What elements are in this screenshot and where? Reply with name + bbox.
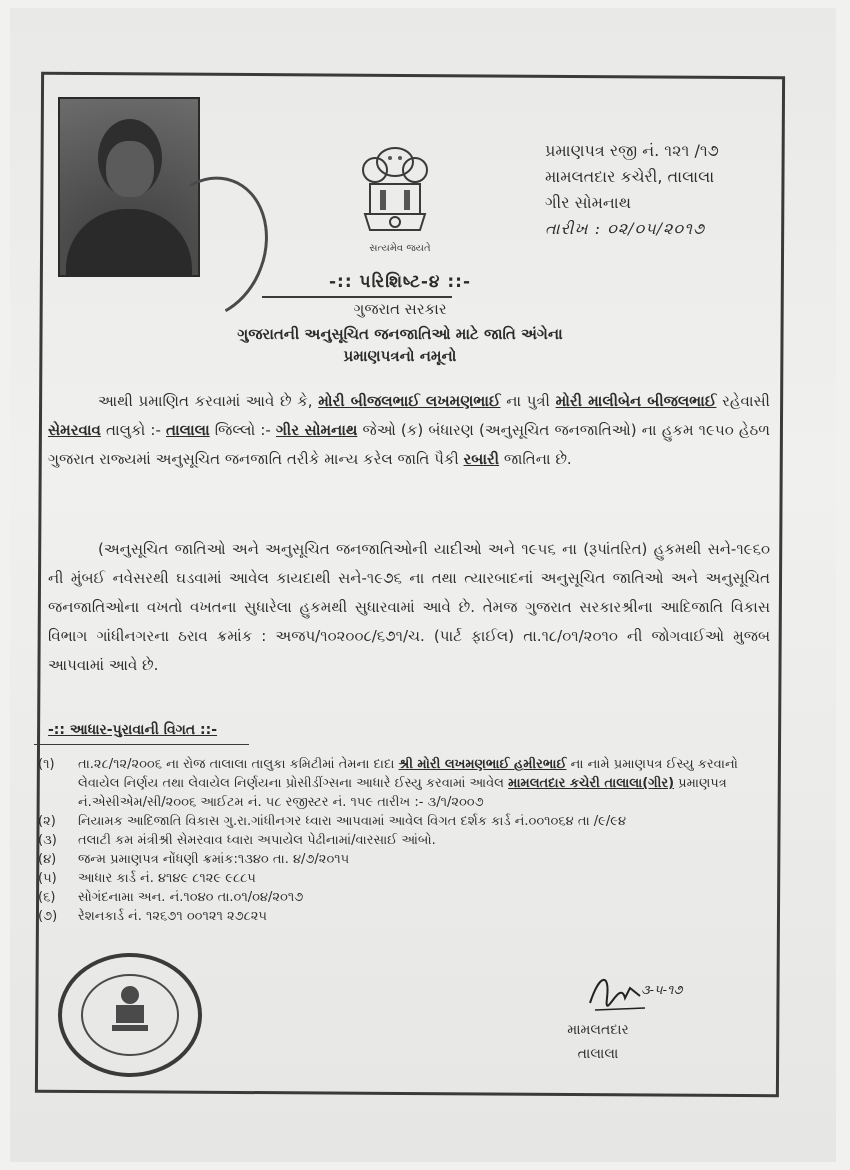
certificate-purpose bbox=[160, 323, 640, 367]
list-item bbox=[38, 850, 768, 869]
emblem-motto: સત્યમેવ જયતે bbox=[369, 243, 431, 254]
item-text: તલાટી કમ મંત્રીશ્રી સેમરવાવ ધ્વારા અપાયેલ પેઢીનામાં/વારસાઈ આંબો. bbox=[78, 833, 436, 848]
annex-heading: -:: પરિશિષ્ટ-૪ ::- bbox=[328, 272, 472, 292]
p1-text-c: રહેવાસી bbox=[722, 392, 770, 410]
p1-text-d: તાલુકો :- bbox=[106, 421, 161, 439]
evidence-underline bbox=[34, 744, 249, 745]
item-number: (૪) bbox=[38, 852, 57, 867]
national-emblem-icon bbox=[350, 140, 440, 240]
grandfather-name: શ્રી મોરી લખમણભાઈ હમીરભાઈ bbox=[398, 757, 567, 772]
father-name: મોરી બીજલભાઈ લખમણભાઈ bbox=[318, 392, 501, 410]
item-text: નિયામક આદિજાતિ વિકાસ ગુ.રા.ગાંધીનગર ધ્વારા આપવામાં આવેલ વિગત દર્શક કાર્ડ નં.૦૦૧૦૬૪ તા /૯/૯૪ bbox=[78, 814, 627, 829]
list-item bbox=[38, 869, 768, 888]
taluka-name: તાલાલા bbox=[166, 421, 210, 439]
item-text: જન્મ પ્રમાણપત્ર નોંધણી ક્રમાંક:૧૩૪૦ તા. ૪/૭/૨૦૧૫ bbox=[78, 852, 350, 867]
p1-text-g: જાતિના છે. bbox=[503, 450, 572, 468]
item-text: ના નામે પ્રમાણપત્ર ઈસ્યુ કરવાનો લેવાયેલ નિર્ણય તથા લેવાયેલ નિર્ણયના પ્રોસીડીંગ્સના આધારે ઈસ્યુ કરવામાં આવેલ bbox=[78, 757, 738, 791]
p1-text-a: આથી પ્રમાણિત કરવામાં આવે છે કે, bbox=[98, 392, 313, 410]
item-text: સોગંદનામા અન. નં.૧૦૪૦ તા.૦૧/૦૪/૨૦૧૭ bbox=[78, 890, 304, 905]
list-item bbox=[38, 755, 768, 812]
certification-paragraph bbox=[48, 387, 770, 474]
evidence-list bbox=[38, 755, 768, 926]
list-item bbox=[38, 888, 768, 907]
purpose-line-2: પ્રમાણપત્રનો નમૂનો bbox=[343, 347, 457, 365]
item-number: (૫) bbox=[38, 871, 57, 886]
item-number: (૩) bbox=[38, 833, 57, 848]
purpose-line-1: ગુજરાતની અનુસૂચિત જનજાતિઓ માટે જાતિ અંગેના bbox=[237, 325, 563, 343]
item-number: (૬) bbox=[38, 890, 56, 905]
signatory-place: તાલાલા bbox=[577, 1046, 619, 1062]
item-text: રેશનકાર્ડ નં. ૧૨૬૭૧ ૦૦૧૨૧ ૨૭૮૨૫ bbox=[78, 909, 267, 924]
p1-text-e: જિલ્લો :- bbox=[214, 421, 271, 439]
signature-date: ૩-૫-૧૭ bbox=[641, 983, 683, 998]
issue-date: તારીખ : ૦૨/૦૫/૨૦૧૭ bbox=[545, 219, 706, 238]
official-seal-icon bbox=[52, 950, 207, 1080]
signatory-block bbox=[548, 1018, 648, 1066]
list-item bbox=[38, 812, 768, 831]
certificate-info bbox=[545, 138, 719, 242]
p1-text-f: જેઓ (ક) બંધારણ (અનુસૂચિત જનજાતિઓ) ના હુકમ ૧૯૫૦ હેઠળ ગુજરાત રાજ્યમાં અનુસૂચિત જનજાતિ તરીકે માન્ય કરેલ જાતિ પૈકી bbox=[48, 421, 770, 468]
district-value: ગીર સોમનાથ bbox=[275, 421, 358, 439]
list-item bbox=[38, 907, 768, 926]
item-text: આધાર કાર્ડ નં. ૪૧૪૯ ૮૧૨૯ ૯૮૮૫ bbox=[78, 871, 256, 886]
issuing-office: મામલતદાર કચેરી તાલાલા(ગીર) bbox=[508, 776, 675, 791]
district-name: ગીર સોમનાથ bbox=[545, 193, 631, 212]
evidence-heading: -:: આધાર-પુરાવાની વિગત ::- bbox=[48, 722, 218, 738]
village-name: સેમરવાવ bbox=[48, 421, 101, 439]
applicant-name: મોરી માલીબેન બીજલભાઈ bbox=[555, 392, 717, 410]
office-name: મામલતદાર કચેરી, તાલાલા bbox=[545, 167, 715, 186]
item-number: (૨) bbox=[38, 814, 56, 829]
signature bbox=[585, 968, 705, 1018]
legal-reference-paragraph: (અનુસૂચિત જાતિઓ અને અનુસૂચિત જનજાતિઓની યાદીઓ અને ૧૯૫૬ ના (રૂપાંતરિત) હુકમથી સને-૧૯૬૦ ની મુંબઈ નવેસરથી ઘડવામાં આવેલ કાયદાથી સને-૧૯૭૬ ના તથા ત્યારબાદનાં અનુસૂચિત જાતિઓ અને અનુસૂચિત જનજાતિઓના વખતો વખતના સુધારેલા હુકમથી સુધારવામાં આવે છે. તેમજ ગુજરાત સરકારશ્રીના આદિજાતિ વિકાસ વિભાગ ગાંધીનગરના ઠરાવ ક્રમાંક : અજપ/૧૦૨૦૦૮/૬૭૧/ચ. (પાર્ટ ફાઈલ) તા.૧૮/૦૧/૨૦૧૦ ની જોગવાઈઓ મુજબ આપવામાં આવે છે. bbox=[48, 540, 770, 674]
signatory-designation: મામલતદાર bbox=[567, 1022, 629, 1038]
annex-underline bbox=[262, 296, 452, 298]
item-number: (૭) bbox=[38, 909, 58, 924]
registration-number: પ્રમાણપત્ર રજી નં. ૧૨૧ /૧૭ bbox=[545, 141, 719, 160]
item-text: તા.૨૮/૧૨/૨૦૦૬ ના રોજ તાલાલા તાલુકા કમિટીમાં તેમના દાદા bbox=[78, 757, 395, 772]
item-number: (૧) bbox=[38, 757, 55, 772]
list-item bbox=[38, 831, 768, 850]
item-text: પ્રમાણપત્ર નં.એસીએમ/સી/૨૦૦૬ આઈટમ નં. ૫૮ રજીસ્ટર નં. ૧૫૯ તારીખ :- ૩/૧/૨૦૦૭ bbox=[78, 776, 727, 810]
caste-name: રબારી bbox=[463, 450, 500, 468]
p1-text-b: ના પુત્રી bbox=[506, 392, 550, 410]
government-name: ગુજરાત સરકાર bbox=[353, 300, 447, 318]
